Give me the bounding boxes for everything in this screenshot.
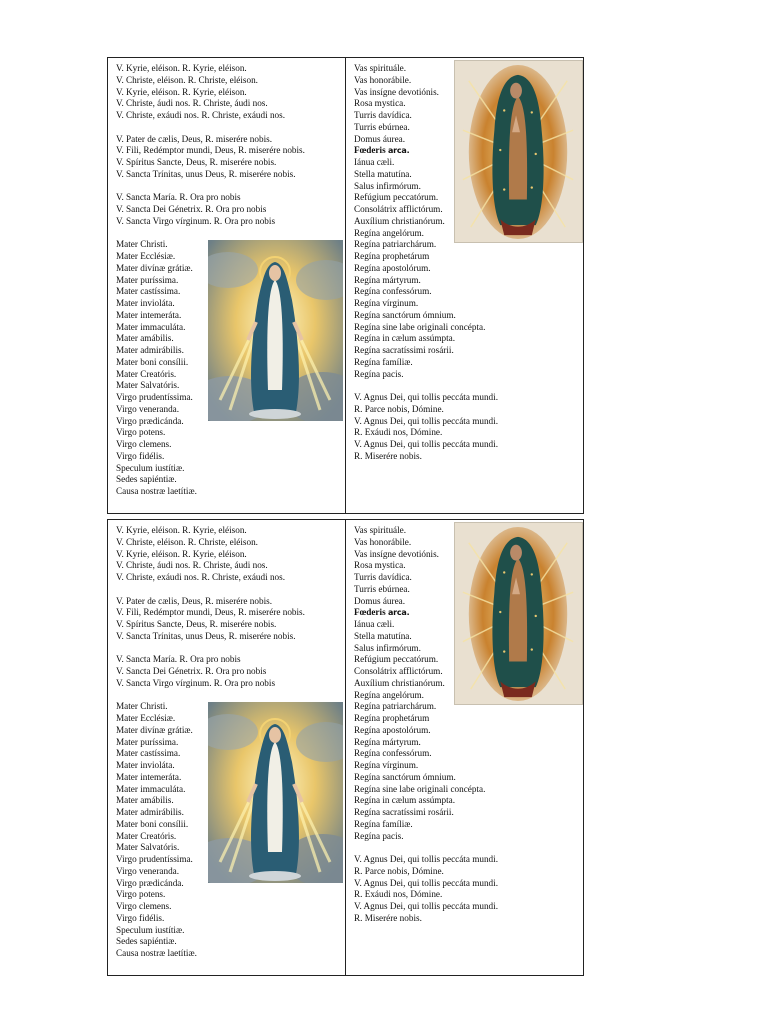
left-titles-line: Mater divínæ grátiæ. xyxy=(116,724,193,735)
left-titles-line: Mater boni consílii. xyxy=(116,356,189,367)
right-titles-after-line: Consolátrix afflictórum. xyxy=(354,666,443,676)
left-titles-line: Mater admirábilis. xyxy=(116,807,184,817)
right-titles-after-line: Regína famíliæ. xyxy=(354,818,413,829)
right-titles-line: Vas spirituále. xyxy=(354,63,407,73)
agnus-line: V. Agnus Dei, qui tollis peccáta mundi. xyxy=(354,439,499,449)
kyrie-line: V. Christe, áudi nos. R. Christe, áudi nos. xyxy=(116,98,268,109)
right-column xyxy=(345,519,584,976)
right-titles-after-line: Auxílium christianórum. xyxy=(354,215,445,226)
arca-word: arca. xyxy=(387,608,410,618)
agnus-line: R. Exáudi nos, Dómine. xyxy=(354,427,443,438)
left-titles-line: Causa nostræ laetítiæ. xyxy=(116,948,197,958)
left-titles-line: Virgo veneranda. xyxy=(116,403,180,414)
right-titles-after-line: Regína angelórum. xyxy=(354,689,424,700)
right-titles-after-line: Regína sanctórum ómnium. xyxy=(354,771,456,782)
kyrie-line: V. Christe, áudi nos. R. Christe, áudi nos. xyxy=(116,560,268,571)
agnus-line: V. Agnus Dei, qui tollis peccáta mundi. xyxy=(354,392,499,402)
left-titles-line: Mater divínæ grátiæ. xyxy=(116,262,193,273)
agnus-line: R. Parce nobis, Dómine. xyxy=(354,865,444,876)
prayer-card-bottom xyxy=(107,519,584,976)
kyrie-line: V. Kyrie, eléison. R. Kyrie, eléison. xyxy=(116,63,247,73)
left-titles-line: Virgo prudentíssima. xyxy=(116,392,193,402)
left-titles-line: Mater boni consílii. xyxy=(116,818,189,829)
sancta-maria-section xyxy=(116,654,305,689)
right-titles-line: Turris ebúrnea. xyxy=(354,121,410,132)
left-titles-line: Mater intemeráta. xyxy=(116,771,182,782)
right-titles-after-line: Regína mártyrum. xyxy=(354,274,421,285)
left-titles-line: Mater Salvatóris. xyxy=(116,842,180,853)
kyrie-line: V. Kyrie, eléison. R. Kyrie, eléison. xyxy=(116,548,247,559)
right-titles-line: Turris davídica. xyxy=(354,110,412,120)
right-titles-line: Turris ebúrnea. xyxy=(354,583,410,594)
miraculous-mary-illustration xyxy=(208,702,343,883)
right-titles-line: Rosa mystica. xyxy=(354,98,406,109)
maria-line: V. Sancta María. R. Ora pro nobis xyxy=(116,192,241,203)
left-column xyxy=(107,519,346,976)
right-titles-after-line: Regína mártyrum. xyxy=(354,736,421,747)
left-titles-line: Speculum iustítiæ. xyxy=(116,462,185,473)
prayer-card-top xyxy=(107,57,584,514)
trinity-section xyxy=(116,596,305,643)
trinity-line: V. Fili, Redémptor mundi, Deus, R. miserére nobis. xyxy=(116,145,305,156)
right-titles-after-line: Regína patriarchárum. xyxy=(354,701,437,712)
left-titles-line: Virgo fidélis. xyxy=(116,912,165,923)
left-titles-line: Mater Christi. xyxy=(116,239,168,250)
kyrie-line: V. Kyrie, eléison. R. Kyrie, eléison. xyxy=(116,86,247,97)
kyrie-line: V. Christe, exáudi nos. R. Christe, exáudi nos. xyxy=(116,572,286,582)
right-titles-line: Vas honorábile. xyxy=(354,74,412,85)
our-lady-of-guadalupe-image xyxy=(454,522,583,705)
foederis-word: Fœderis xyxy=(354,607,386,618)
right-titles-after-line: Refúgium peccatórum. xyxy=(354,654,439,665)
right-titles-after-line: Iánua cæli. xyxy=(354,619,395,629)
right-titles-after-line: Regína sacratíssimi rosárii. xyxy=(354,345,454,355)
right-titles-after-line: Regína confessórum. xyxy=(354,748,432,759)
trinity-line: V. Pater de cælis, Deus, R. miserére nobis. xyxy=(116,595,272,606)
left-titles-line: Causa nostræ laetítiæ. xyxy=(116,486,197,496)
right-column xyxy=(345,57,584,514)
right-titles-line: Vas honorábile. xyxy=(354,536,412,547)
guadalupe-illustration xyxy=(455,523,582,704)
left-titles-line: Mater intemeráta. xyxy=(116,309,182,320)
left-titles-line: Sedes sapiéntiæ. xyxy=(116,936,177,947)
sancta-maria-section xyxy=(116,192,305,227)
left-titles-line: Virgo clemens. xyxy=(116,439,172,449)
trinity-line: V. Sancta Trínitas, unus Deus, R. miserére nobis. xyxy=(116,630,296,641)
agnus-line: R. Miserére nobis. xyxy=(354,912,422,923)
left-titles-line: Virgo potens. xyxy=(116,889,166,900)
kyrie-line: V. Christe, exáudi nos. R. Christe, exáudi nos. xyxy=(116,110,286,120)
maria-line: V. Sancta Dei Génetrix. R. Ora pro nobis xyxy=(116,204,267,214)
left-titles-line: Mater immaculáta. xyxy=(116,321,186,332)
left-titles-line: Mater Christi. xyxy=(116,701,168,712)
left-titles-line: Virgo prædicánda. xyxy=(116,877,184,888)
left-titles-line: Mater castíssima. xyxy=(116,748,181,759)
left-titles-line: Virgo clemens. xyxy=(116,901,172,911)
kyrie-line: V. Christe, eléison. R. Christe, eléison. xyxy=(116,536,258,547)
right-titles-after-line: Salus infirmórum. xyxy=(354,180,421,191)
trinity-line: V. Sancta Trínitas, unus Deus, R. miserére nobis. xyxy=(116,168,296,179)
left-titles-line: Mater admirábilis. xyxy=(116,345,184,355)
left-titles-line: Mater castíssima. xyxy=(116,286,181,297)
right-titles-after-line: Regína in cælum assúmpta. xyxy=(354,795,456,806)
right-titles-after-line: Regína vírginum. xyxy=(354,298,419,308)
right-titles-line: Domus áurea. xyxy=(354,133,406,144)
agnus-line: V. Agnus Dei, qui tollis peccáta mundi. xyxy=(354,901,499,911)
left-titles-line: Mater puríssima. xyxy=(116,736,179,747)
trinity-line: V. Spíritus Sancte, Deus, R. miserére nobis. xyxy=(116,619,277,629)
right-titles-after-line: Regína apostolórum. xyxy=(354,724,431,735)
right-titles-after-line: Regína confessórum. xyxy=(354,286,432,297)
right-titles-after-line: Regína sanctórum ómnium. xyxy=(354,309,456,320)
right-titles-after-line: Regína in cælum assúmpta. xyxy=(354,333,456,344)
right-titles-line: Vas insígne devotiónis. xyxy=(354,86,439,97)
arca-word: arca. xyxy=(387,146,410,156)
guadalupe-illustration xyxy=(455,61,582,242)
right-titles-after-line: Regína pacis. xyxy=(354,368,404,379)
miraculous-mary-illustration xyxy=(208,240,343,421)
trinity-line: V. Pater de cælis, Deus, R. miserére nobis. xyxy=(116,133,272,144)
right-titles-after-line: Regína vírginum. xyxy=(354,760,419,770)
right-titles-after-line: Refúgium peccatórum. xyxy=(354,192,439,203)
right-titles-after-line: Regína angelórum. xyxy=(354,227,424,238)
left-titles-line: Virgo veneranda. xyxy=(116,865,180,876)
left-titles-line: Virgo prædicánda. xyxy=(116,415,184,426)
foederis-word: Fœderis xyxy=(354,145,386,156)
maria-line: V. Sancta Dei Génetrix. R. Ora pro nobis xyxy=(116,666,267,676)
right-titles-after-line: Regína patriarchárum. xyxy=(354,239,437,250)
right-titles-after-line: Regína sacratíssimi rosárii. xyxy=(354,807,454,817)
right-titles-after-line: Consolátrix afflictórum. xyxy=(354,204,443,214)
agnus-line: R. Exáudi nos, Dómine. xyxy=(354,889,443,900)
right-titles-line: Turris davídica. xyxy=(354,572,412,582)
right-titles-after-line: Regína prophetárum xyxy=(354,251,430,261)
right-titles-after-line: Regína sine labe originali concépta. xyxy=(354,321,486,332)
maria-line: V. Sancta Virgo vírginum. R. Ora pro nobis xyxy=(116,677,276,688)
kyrie-section xyxy=(116,63,305,122)
left-titles-line: Virgo fidélis. xyxy=(116,450,165,461)
trinity-line: V. Fili, Redémptor mundi, Deus, R. miserére nobis. xyxy=(116,607,305,618)
agnus-line: V. Agnus Dei, qui tollis peccáta mundi. xyxy=(354,415,499,426)
agnus-dei-section xyxy=(354,392,498,463)
left-titles-line: Sedes sapiéntiæ. xyxy=(116,474,177,485)
right-titles-after-line: Regína sine labe originali concépta. xyxy=(354,783,486,794)
right-titles-line: Rosa mystica. xyxy=(354,560,406,571)
agnus-line: V. Agnus Dei, qui tollis peccáta mundi. xyxy=(354,854,499,864)
right-titles-line: Domus áurea. xyxy=(354,595,406,606)
maria-line: V. Sancta Virgo vírginum. R. Ora pro nobis xyxy=(116,215,276,226)
mary-miraculous-medal-image xyxy=(208,240,343,421)
left-titles-line: Mater invioláta. xyxy=(116,298,175,308)
right-titles-after-line: Regína prophetárum xyxy=(354,713,430,723)
left-titles-line: Mater Ecclésiæ. xyxy=(116,251,176,261)
left-titles-line: Mater Ecclésiæ. xyxy=(116,713,176,723)
left-titles-line: Mater invioláta. xyxy=(116,760,175,770)
left-titles-line: Mater amábilis. xyxy=(116,795,174,806)
agnus-line: V. Agnus Dei, qui tollis peccáta mundi. xyxy=(354,877,499,888)
right-titles-after-line: Stella matutína. xyxy=(354,630,412,641)
mary-miraculous-medal-image xyxy=(208,702,343,883)
left-titles-line: Speculum iustítiæ. xyxy=(116,924,185,935)
left-titles-line: Mater Creatóris. xyxy=(116,368,177,379)
our-lady-of-guadalupe-image xyxy=(454,60,583,243)
right-titles-after-line: Regína pacis. xyxy=(354,830,404,841)
left-titles-line: Virgo prudentíssima. xyxy=(116,854,193,864)
kyrie-line: V. Christe, eléison. R. Christe, eléison. xyxy=(116,74,258,85)
right-titles-line: Vas spirituále. xyxy=(354,525,407,535)
right-titles-after-line: Auxílium christianórum. xyxy=(354,677,445,688)
kyrie-line: V. Kyrie, eléison. R. Kyrie, eléison. xyxy=(116,525,247,535)
right-titles-after-line: Iánua cæli. xyxy=(354,157,395,167)
left-titles-line: Mater immaculáta. xyxy=(116,783,186,794)
right-titles-after-line: Regína apostolórum. xyxy=(354,262,431,273)
left-titles-line: Mater amábilis. xyxy=(116,333,174,344)
trinity-section xyxy=(116,134,305,181)
left-column xyxy=(107,57,346,514)
right-titles-after-line: Salus infirmórum. xyxy=(354,642,421,653)
maria-line: V. Sancta María. R. Ora pro nobis xyxy=(116,654,241,665)
left-titles-line: Mater puríssima. xyxy=(116,274,179,285)
agnus-dei-section xyxy=(354,854,498,925)
trinity-line: V. Spíritus Sancte, Deus, R. miserére nobis. xyxy=(116,157,277,167)
agnus-line: R. Miserére nobis. xyxy=(354,450,422,461)
left-titles-line: Mater Creatóris. xyxy=(116,830,177,841)
right-titles-after-line: Regína famíliæ. xyxy=(354,356,413,367)
agnus-line: R. Parce nobis, Dómine. xyxy=(354,403,444,414)
right-titles-line: Vas insígne devotiónis. xyxy=(354,548,439,559)
left-titles-line: Mater Salvatóris. xyxy=(116,380,180,391)
kyrie-section xyxy=(116,525,305,584)
right-titles-after-line: Stella matutína. xyxy=(354,168,412,179)
left-titles-line: Virgo potens. xyxy=(116,427,166,438)
